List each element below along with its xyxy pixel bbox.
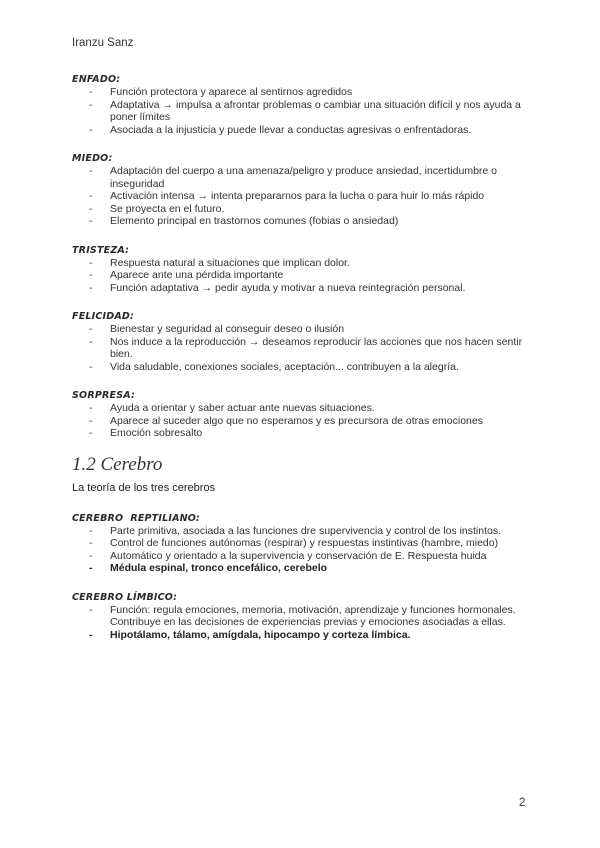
list-reptiliano xyxy=(72,525,532,575)
list-item-bold: - Médula espinal, tronco encefálico, cerebelo xyxy=(72,562,532,575)
list-item: - Se proyecta en el futuro. xyxy=(72,203,532,216)
list-enfado xyxy=(72,86,532,136)
list-felicidad xyxy=(72,323,532,373)
list-item: - Bienestar y seguridad al conseguir deseo o ilusión xyxy=(72,323,532,336)
section-title-reptiliano: CEREBRO REPTILIANO: xyxy=(72,512,201,524)
list-item: - Control de funciones autónomas (respirar) y respuestas instintivas (hambre, miedo) xyxy=(72,537,532,550)
list-item: - Función: regula emociones, memoria, motivación, aprendizaje y funciones hormonales. Contribuye en las decisiones de experiencias previas y emociones asociadas a ellas. xyxy=(72,604,532,629)
list-item: - Elemento principal en trastornos comunes (fobias o ansiedad) xyxy=(72,215,532,228)
section-title-felicidad: FELICIDAD: xyxy=(72,311,134,322)
section-title-sorpresa: SORPRESA: xyxy=(72,390,135,401)
list-item: - Adaptación del cuerpo a una amenaza/peligro y produce ansiedad, incertidumbre o inseguridad xyxy=(72,165,532,190)
header-author: Iranzu Sanz xyxy=(72,37,134,49)
list-item: - Nos induce a la reproducción → deseamos reproducir las acciones que nos hacen sentir bien. xyxy=(72,336,532,361)
list-item: - Aparece ante una pérdida importante xyxy=(72,269,532,282)
page-content xyxy=(72,74,532,658)
list-item: - Aparece al suceder algo que no esperamos y es precursora de otras emociones xyxy=(72,415,532,428)
list-limbico xyxy=(72,604,532,642)
list-item-bold: - Hipotálamo, tálamo, amígdala, hipocampo y corteza límbica. xyxy=(72,629,532,642)
list-tristeza xyxy=(72,257,532,295)
list-miedo xyxy=(72,165,532,228)
list-item: - Activación intensa → intenta prepararnos para la lucha o para huir lo más rápido xyxy=(72,190,532,203)
section-subtitle: La teoría de los tres cerebros xyxy=(72,481,216,494)
list-item: - Emoción sobresalto xyxy=(72,427,532,440)
section-title-limbico: CEREBRO LÍMBICO: xyxy=(72,591,178,603)
page-number: 2 xyxy=(519,797,526,809)
list-item: - Respuesta natural a situaciones que implican dolor. xyxy=(72,257,532,270)
list-sorpresa xyxy=(72,402,532,440)
section-title-miedo: MIEDO: xyxy=(72,153,113,164)
section-heading: 1.2 Cerebro xyxy=(72,453,163,475)
list-item: - Parte primitiva, asociada a las funciones dre supervivencia y control de los instintos. xyxy=(72,525,532,538)
section-title-enfado: ENFADO: xyxy=(72,74,121,85)
section-title-tristeza: TRISTEZA: xyxy=(72,244,130,256)
list-item: - Vida saludable, conexiones sociales, aceptación... contribuyen a la alegría. xyxy=(72,361,532,374)
list-item: - Función protectora y aparece al sentirnos agredidos xyxy=(72,86,532,99)
list-item: - Automático y orientado a la supervivencia y conservación de E. Respuesta huida xyxy=(72,550,532,563)
list-item: - Asociada a la injusticia y puede llevar a conductas agresivas o enfrentadoras. xyxy=(72,124,532,137)
list-item: - Ayuda a orientar y saber actuar ante nuevas situaciones. xyxy=(72,402,532,415)
list-item: - Adaptativa → impulsa a afrontar problemas o cambiar una situación difícil y nos ayuda a poner límites xyxy=(72,99,532,124)
list-item: - Función adaptativa → pedir ayuda y motivar a nueva reintegración personal. xyxy=(72,282,532,295)
